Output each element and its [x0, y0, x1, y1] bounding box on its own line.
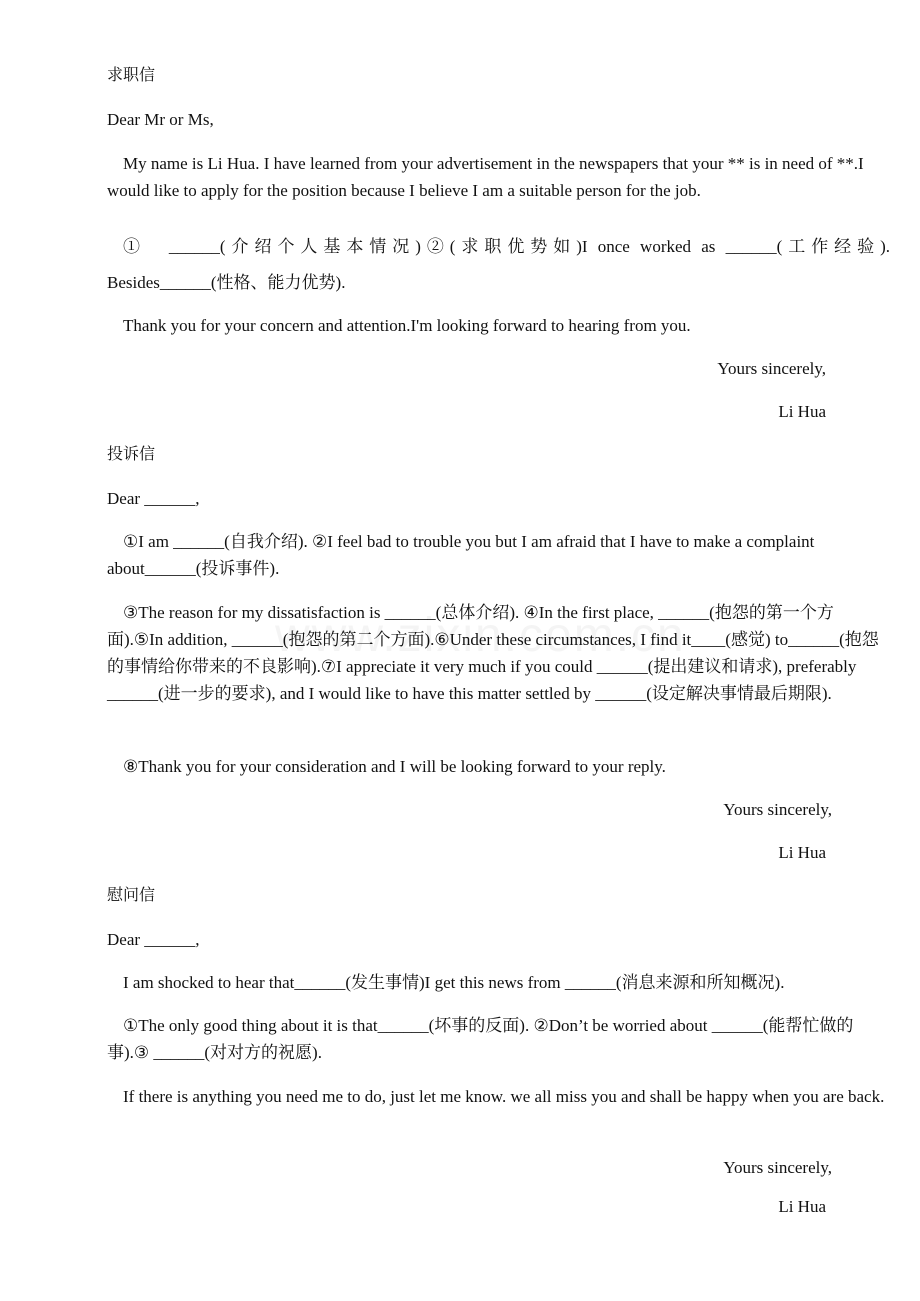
application-paragraph-2-line-1: ① ______(介绍个人基本情况)②(求职优势如)I once worked as ______(工作经验).	[123, 237, 890, 256]
complaint-signature: Li Hua	[778, 843, 826, 862]
complaint-paragraph-3: ⑧Thank you for your consideration and I will be looking forward to your reply.	[123, 757, 666, 776]
section-title-complaint: 投诉信	[107, 444, 156, 463]
application-greeting: Dear Mr or Ms,	[107, 110, 214, 129]
application-paragraph-3: Thank you for your concern and attention.I'm looking forward to hearing from you.	[123, 316, 691, 335]
sympathy-paragraph-2: ①The only good thing about it is that______(坏事的反面). ②Don’t be worried about ______(能帮忙做的事).③ ______(对对方的祝愿).	[107, 1016, 854, 1062]
sympathy-signature: Li Hua	[778, 1197, 826, 1216]
complaint-paragraph-2: ③The reason for my dissatisfaction is ______(总体介绍). ④In the first place, ______(抱怨的第一个方面).⑤In addition, ______(抱怨的第二个方面).⑥Under these circumstances, I find it____(感觉) to______(抱怨的事情给你带来的不良影响).⑦I appreciate it very much if you could ______(提出建议和请求), preferably ______(进一步的要求), and I would like to have this matter settled by ______(设定解决事情最后期限).	[107, 603, 879, 703]
sympathy-paragraph-1: I am shocked to hear that______(发生事情)I get this news from ______(消息来源和所知概况).	[123, 973, 785, 992]
sympathy-closing: Yours sincerely,	[723, 1158, 832, 1177]
sympathy-paragraph-3: If there is anything you need me to do, just let me know. we all miss you and shall be happy when you are back.	[123, 1087, 885, 1106]
application-paragraph-1: My name is Li Hua. I have learned from your advertisement in the newspapers that your ** is in need of **.I would like to apply for the position because I believe I am a suitable person for the job.	[107, 154, 864, 200]
section-title-sympathy: 慰问信	[107, 885, 156, 904]
application-signature: Li Hua	[778, 402, 826, 421]
section-title-application: 求职信	[107, 65, 156, 84]
sympathy-greeting: Dear ______,	[107, 930, 200, 949]
complaint-greeting: Dear ______,	[107, 489, 200, 508]
complaint-closing: Yours sincerely,	[723, 800, 832, 819]
application-closing: Yours sincerely,	[717, 359, 826, 378]
complaint-paragraph-1: ①I am ______(自我介绍). ②I feel bad to trouble you but I am afraid that I have to make a complaint about______(投诉事件).	[107, 532, 815, 578]
application-paragraph-2-line-2: Besides______(性格、能力优势).	[107, 273, 346, 292]
